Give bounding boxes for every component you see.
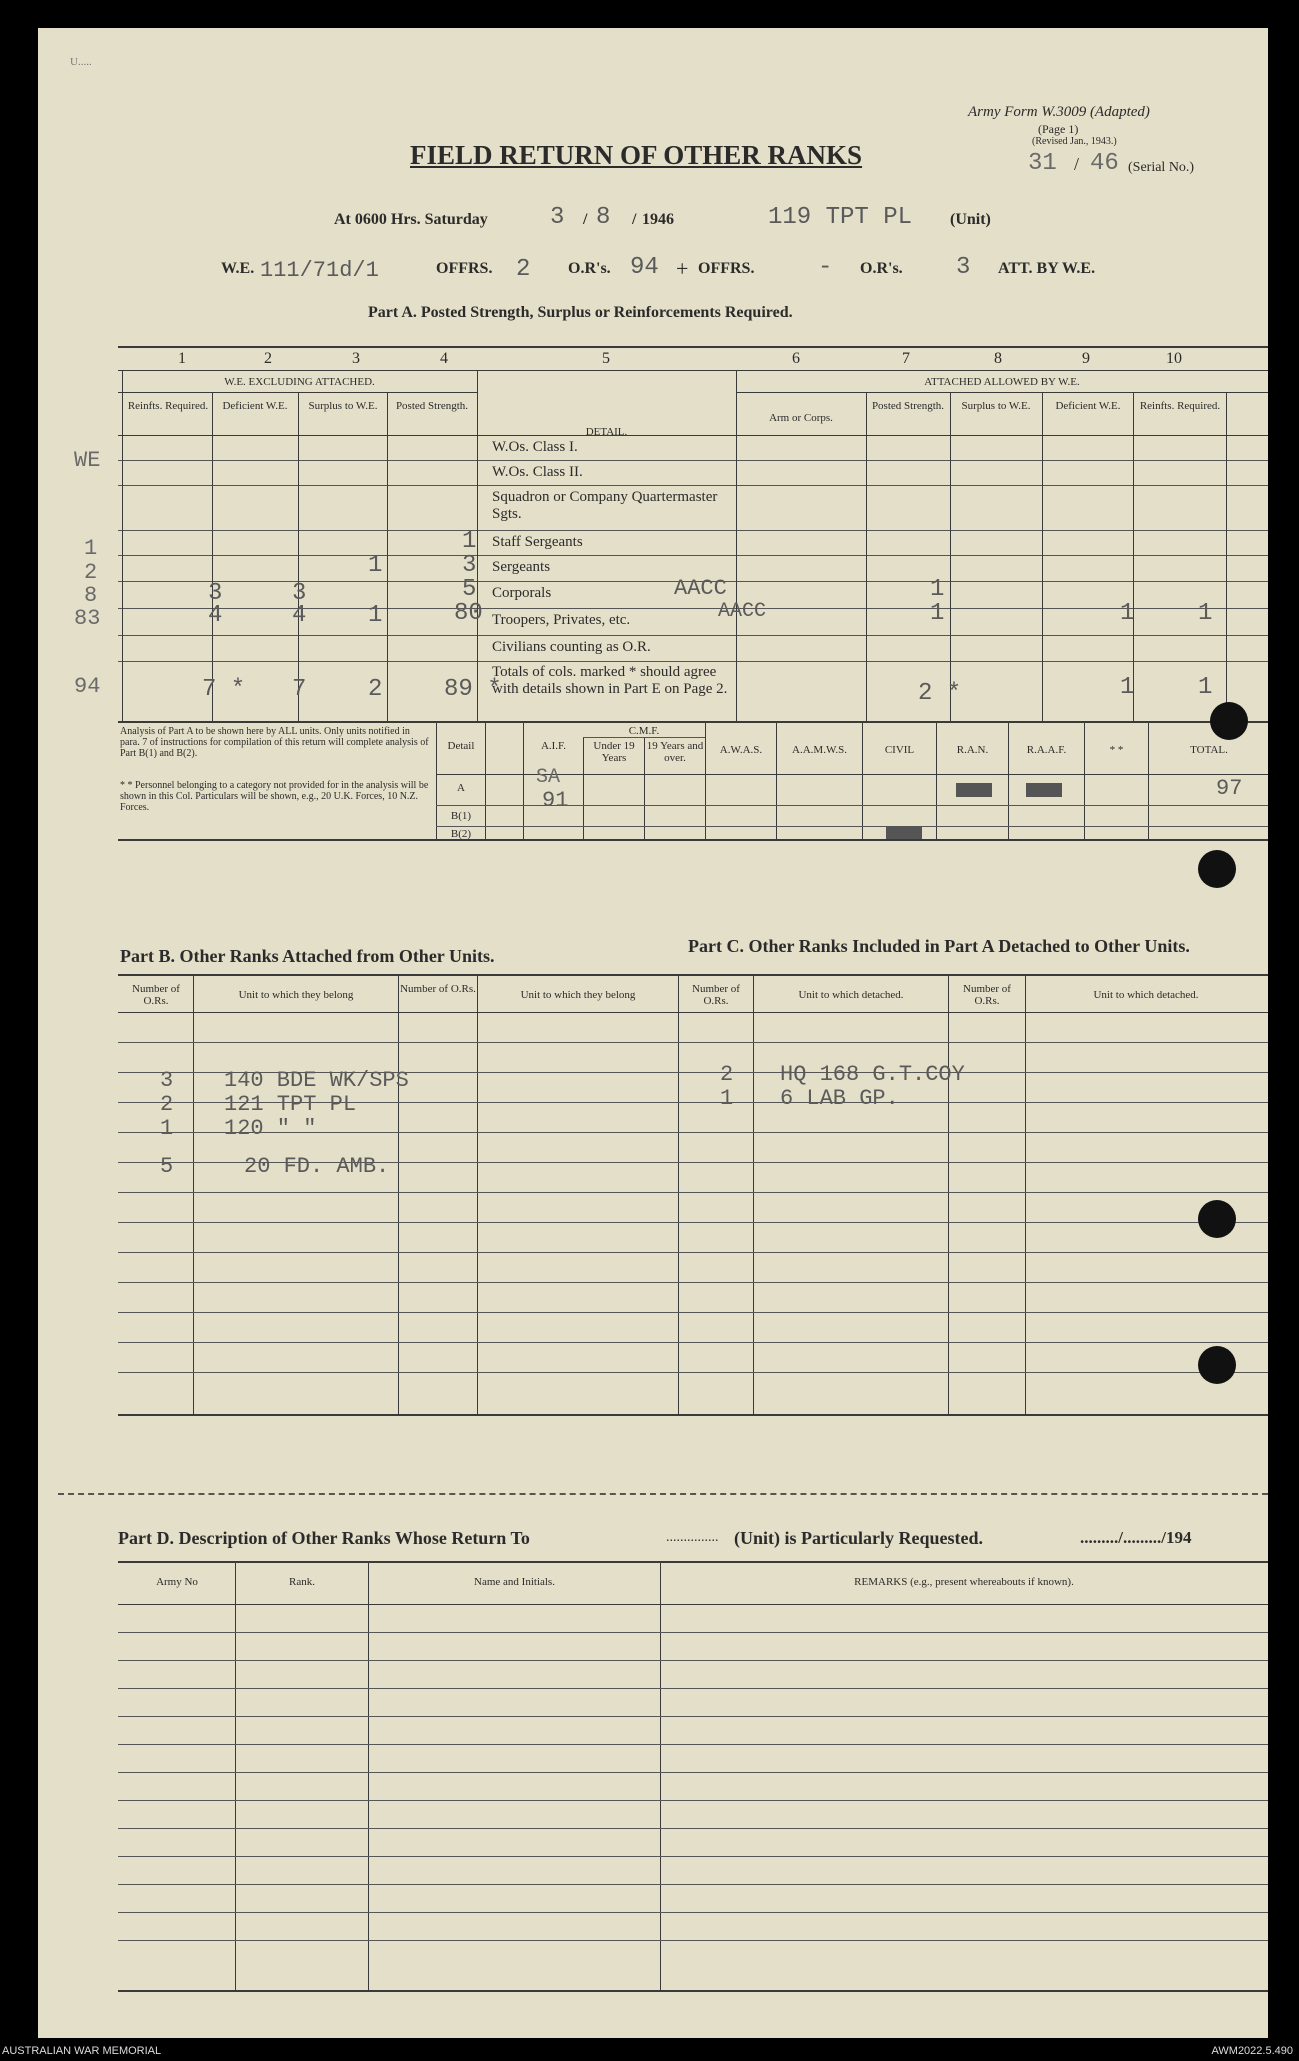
margin-corporals: 8 <box>84 583 98 608</box>
part-b-title: Part B. Other Ranks Attached from Other Units. <box>120 946 495 966</box>
analysis-total-value: 97 <box>1216 776 1243 801</box>
sgt-surplus: 1 <box>368 552 383 579</box>
part-c-head-number-2: Number of O.Rs. <box>963 983 1011 1007</box>
analysis-head-19-and-over: 19 Years and over. <box>646 740 704 764</box>
part-b-head-unit-2: Unit to which they belong <box>520 989 636 1001</box>
analysis-note-2: * * Personnel belonging to a category not provided for in the analysis will be shown in this Col. Particulars will be shown, e.g., 20 U.K. Forces, 10 N.Z. Forces. <box>120 780 429 813</box>
date-day: 3 <box>550 204 565 231</box>
part-d-date-blank: ........./........./194 <box>1080 1528 1192 1547</box>
part-b-head-number: Number of O.Rs. <box>132 983 180 1007</box>
head-reinfts-required: Reinfts. Required. <box>127 400 209 412</box>
page-title: FIELD RETURN OF OTHER RANKS <box>410 140 863 170</box>
part-c-row-2-unit: 6 LAB GP. <box>780 1086 899 1111</box>
margin-sergeants: 2 <box>84 560 98 585</box>
detail-cqms: Squadron or Company Quartermaster Sgts. <box>492 489 718 522</box>
punch-hole <box>1198 850 1236 888</box>
analysis-aif-hand: SA <box>536 766 561 789</box>
col-number-6: 6 <box>792 350 800 367</box>
analysis-head-total: TOTAL. <box>1190 744 1228 756</box>
total-surplus: 2 <box>368 676 383 703</box>
page-number: (Page 1) <box>1038 122 1079 136</box>
detail-corporals: Corporals <box>492 585 552 601</box>
part-d-head-name: Name and Initials. <box>474 1576 555 1588</box>
head-posted-strength: Posted Strength. <box>395 400 469 412</box>
analysis-head-under-19: Under 19 Years <box>593 740 635 764</box>
pte-att-deficient: 1 <box>1120 600 1135 627</box>
part-c-row-2-number: 1 <box>720 1086 734 1111</box>
footer-accession: AWM2022.5.490 <box>1211 2045 1293 2057</box>
offrs-value: 2 <box>516 256 531 283</box>
part-b-row-2-unit: 121 TPT PL <box>224 1092 357 1117</box>
part-a-title: Part A. Posted Strength, Surplus or Reinforcements Required. <box>368 304 793 321</box>
ors-att-value: 3 <box>956 254 971 281</box>
tear-line <box>58 1493 1268 1495</box>
serial-part-a: 31 <box>1028 150 1057 177</box>
corner-mark: U..... <box>70 56 92 68</box>
part-b-row-2-number: 2 <box>160 1092 174 1117</box>
detail-civilians: Civilians counting as O.R. <box>492 639 651 655</box>
part-b-row-3-unit: 120 " " <box>224 1116 317 1141</box>
head-arm-or-corps: Arm or Corps. <box>769 412 833 424</box>
head-att-posted-strength: Posted Strength. <box>871 400 945 412</box>
unit-label: (Unit) <box>950 211 991 228</box>
pte-att-reinfts: 1 <box>1198 600 1213 627</box>
sgt-posted: 3 <box>462 552 477 579</box>
head-deficient-we: Deficient W.E. <box>222 400 288 412</box>
punch-hole <box>1198 1200 1236 1238</box>
serial-separator: / <box>1074 154 1080 174</box>
analysis-head-awas: A.W.A.S. <box>719 744 763 756</box>
pte-att-posted: 1 <box>930 600 945 627</box>
col-number-1: 1 <box>178 350 186 367</box>
pte-surplus: 1 <box>368 602 383 629</box>
col-number-5: 5 <box>602 350 610 367</box>
col-number-7: 7 <box>902 350 910 367</box>
pte-reinfts: 4 <box>208 602 223 629</box>
date-year: 1946 <box>642 211 674 228</box>
part-c-head-number: Number of O.Rs. <box>692 983 740 1007</box>
col-number-9: 9 <box>1082 350 1090 367</box>
offrs-label: OFFRS. <box>436 260 493 277</box>
margin-we: WE <box>74 448 101 473</box>
cpl-arm-corps: AACC <box>674 576 727 601</box>
footer <box>0 2043 1299 2061</box>
ors-label: O.R's. <box>568 260 611 277</box>
army-form-number: Army Form W.3009 (Adapted) <box>968 104 1150 120</box>
ran-redaction <box>956 783 992 797</box>
part-c-head-unit: Unit to which detached. <box>798 989 904 1001</box>
staff-sgt-posted: 1 <box>462 528 477 555</box>
plus-sign: + <box>676 256 689 281</box>
part-c-row-1-unit: HQ 168 G.T.COY <box>780 1062 965 1087</box>
part-b-head-number-2: Number of O.Rs. <box>400 983 476 995</box>
analysis-head-detail: Detail <box>447 740 475 752</box>
col-number-4: 4 <box>440 350 448 367</box>
serial-label: (Serial No.) <box>1128 160 1195 175</box>
total-att-deficient: 1 <box>1120 674 1135 701</box>
cpl-att-posted: 1 <box>930 576 945 603</box>
col-number-8: 8 <box>994 350 1002 367</box>
cpl-posted: 5 <box>462 576 477 603</box>
at-hours-label: At 0600 Hrs. Saturday <box>334 211 488 228</box>
analysis-note: Analysis of Part A to be shown here by ALL units. Only units notified in para. 7 of instructions for compilation of this return will complete analysis of Part B(1) and B(2). <box>120 726 429 759</box>
analysis-row-b2: B(2) <box>450 828 472 840</box>
pte-deficient: 4 <box>292 602 307 629</box>
part-c-head-unit-2: Unit to which detached. <box>1093 989 1199 1001</box>
offrs-att-label: OFFRS. <box>698 260 755 277</box>
unit-value: 119 TPT PL <box>768 204 913 231</box>
analysis-row-a: A <box>457 782 465 794</box>
part-c-title: Part C. Other Ranks Included in Part A Detached to Other Units. <box>688 936 1190 956</box>
head-att-deficient: Deficient W.E. <box>1055 400 1121 412</box>
ors-value: 94 <box>630 254 659 281</box>
detail-wo-class-1: W.Os. Class I. <box>492 439 578 455</box>
attached-allowed-header: ATTACHED ALLOWED BY W.E. <box>924 376 1080 388</box>
analysis-head-aamws: A.A.M.W.S. <box>792 744 847 756</box>
total-att-posted: 2 * <box>918 680 962 707</box>
footer-source: AUSTRALIAN WAR MEMORIAL <box>2 2045 162 2057</box>
part-d-head-rank: Rank. <box>289 1576 315 1588</box>
part-d-head-remarks: REMARKS (e.g., present whereabouts if known). <box>854 1576 1074 1588</box>
total-posted: 89 * <box>444 676 502 703</box>
we-excluding-attached-header: W.E. EXCLUDING ATTACHED. <box>224 376 375 388</box>
col-number-10: 10 <box>1166 350 1182 367</box>
analysis-head-civil: CIVIL <box>884 744 915 756</box>
total-att-reinfts: 1 <box>1198 674 1213 701</box>
part-b-row-4-number: 5 <box>160 1154 174 1179</box>
pte-arm-corps: AACC <box>718 600 767 623</box>
total-deficient: 7 <box>292 676 307 703</box>
part-d-title: Part D. Description of Other Ranks Whose Return To <box>118 1528 530 1548</box>
analysis-head-cmf: C.M.F. <box>628 725 660 737</box>
part-b-row-3-number: 1 <box>160 1116 174 1141</box>
part-d-unit-label: (Unit) is Particularly Requested. <box>734 1528 983 1548</box>
we-value: 111/71d/1 <box>260 258 379 283</box>
att-by-we-label: ATT. BY W.E. <box>998 260 1096 277</box>
margin-troopers: 83 <box>74 606 101 631</box>
date-month: 8 <box>596 204 611 231</box>
part-d-head-army-no: Army No <box>156 1576 198 1588</box>
detail-header: DETAIL. <box>585 426 628 438</box>
document-page: U..... Army Form W.3009 (Adapted) (Page 1) (Revised Jan., 1943.) 31 / 46 (Serial No.) FIELD RETURN OF OTHER RANKS At 0600 Hrs. Saturday 3 / 8 / 1946 119 TPT PL (Unit) W.E. 111/71d/1 OFFRS. 2 O.R's. 94 + OFFRS. - O.R's. 3 ATT. BY W.E. Part A. Posted Strength, Surplus or Reinforcements Required. 1 2 3 4 5 6 7 8 9 10 W.E. EXCLUDING ATTACHED. ATTACHED ALLOWED BY W.E. DETAIL. Reinfts. Required. Deficient W.E. Surplus to W.E. Posted Strength. Arm or Corps. Posted Strength. Surplus to W.E. Deficient W.E. Reinfts. Required. W.Os. Class I. W.Os. Class II. Squadron or Company Quartermaster Sgts. Staff Sergeants Sergeants Corporals Troopers, Privates, etc. Civilians counting as O.R. Totals of cols. marked * should agree with details shown in Part E on Page 2. WE 1 2 8 83 94 1 1 3 3 3 5 AACC 1 4 4 1 80 AACC 1 1 1 7 * 7 2 89 * 2 * 1 1 Analysis of Part A to be shown here by ALL units. Only units notified in para. 7 of instructions for compilation of this return will complete analysis of Part B(1) and B(2). * * Personnel belonging to a category not provided for in the analysis will be shown in this Col. Particulars will be shown, e.g., 20 U.K. Forces, 10 N.Z. Forces. Detail A.I.F. C.M.F. Under 19 Years 19 Years and over. A.W.A.S. A.A.M.W.S. CIVIL R.A.N. R.A.A.F. * * TOTAL. A B(1) B(2) SA 91 97 Part B. Other Ranks Attached from Other Units. Part C. Other Ranks Included in Part A Detached to Other Units. Number of O.Rs. Unit to which they belong Number of O.Rs. Unit to which they belong Number of O.Rs. Unit to which detached. Number of O.Rs. Unit to which detached. 3 140 BDE WK/SPS 2 121 TPT PL 1 120 " " 5 20 FD. AMB. 2 HQ 168 G.T.COY 1 6 LAB GP. Part D. Description of Other Ranks Whose Return To ............... (Unit) is Particularly Requested. ........./........./194 Army No Rank. Name and Initials. REMARKS (e.g., present whereabouts if known). <box>38 28 1268 2038</box>
col-number-2: 2 <box>264 350 272 367</box>
cpl-reinfts: 3 <box>208 580 223 607</box>
we-label: W.E. <box>221 260 255 277</box>
civil-redaction <box>886 826 922 839</box>
part-d-unit-blank: ............... <box>666 1530 719 1545</box>
margin-totals: 94 <box>74 674 101 699</box>
serial-part-b: 46 <box>1090 150 1119 177</box>
revised-date: (Revised Jan., 1943.) <box>1032 136 1117 147</box>
part-c-row-1-number: 2 <box>720 1062 734 1087</box>
pte-posted: 80 <box>454 600 483 627</box>
detail-sergeants: Sergeants <box>492 559 551 575</box>
total-reinfts: 7 * <box>202 676 246 703</box>
part-b-head-unit: Unit to which they belong <box>238 989 354 1001</box>
analysis-row-b1: B(1) <box>450 810 472 822</box>
cpl-deficient: 3 <box>292 580 307 607</box>
analysis-head-aif: A.I.F. <box>540 740 567 752</box>
analysis-aif-value: 91 <box>542 788 569 813</box>
head-surplus-to-we: Surplus to W.E. <box>308 400 378 412</box>
head-att-surplus: Surplus to W.E. <box>961 400 1031 412</box>
punch-hole <box>1198 1346 1236 1384</box>
col-number-3: 3 <box>352 350 360 367</box>
margin-staff-sgt: 1 <box>84 536 98 561</box>
analysis-head-raaf: R.A.A.F. <box>1026 744 1067 756</box>
offrs-att-value: - <box>818 254 833 281</box>
detail-wo-class-2: W.Os. Class II. <box>492 464 583 480</box>
detail-totals-note: Totals of cols. marked * should agree with details shown in Part E on Page 2. <box>492 664 728 697</box>
detail-staff-sergeants: Staff Sergeants <box>492 534 583 550</box>
punch-hole <box>1210 702 1248 740</box>
detail-troopers: Troopers, Privates, etc. <box>492 612 631 628</box>
raaf-redaction <box>1026 783 1062 797</box>
analysis-head-other: * * <box>1109 744 1124 756</box>
head-att-reinfts: Reinfts. Required. <box>1139 400 1221 412</box>
part-b-row-1-unit: 140 BDE WK/SPS <box>224 1068 409 1093</box>
part-b-row-1-number: 3 <box>160 1068 174 1093</box>
ors-att-label: O.R's. <box>860 260 903 277</box>
part-b-row-4-unit: 20 FD. AMB. <box>244 1154 390 1179</box>
analysis-head-ran: R.A.N. <box>956 744 989 756</box>
